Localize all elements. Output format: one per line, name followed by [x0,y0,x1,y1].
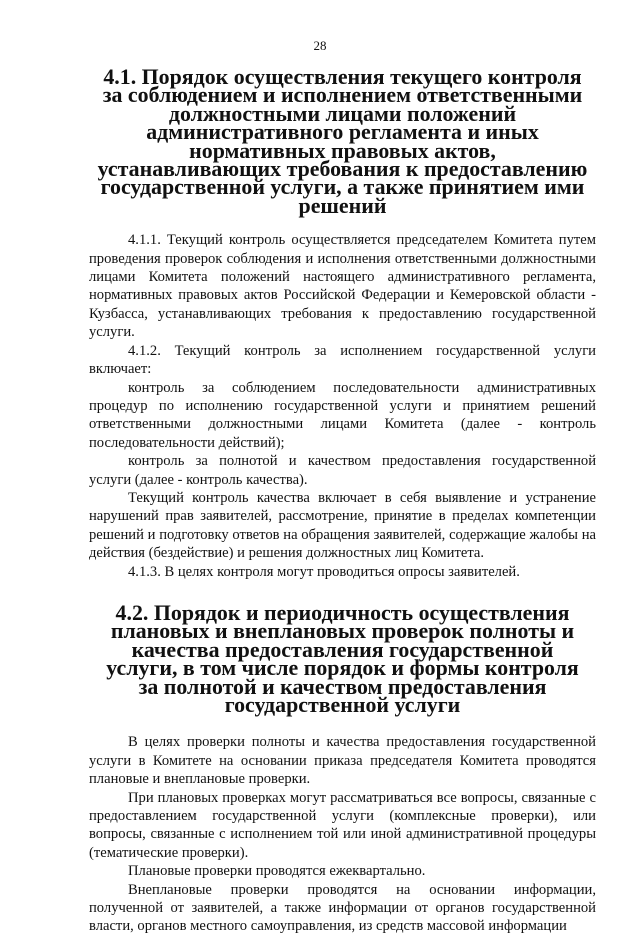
paragraph: Внеплановые проверки проводятся на основании информации, полученной от заявителей, а также информации от органов государственной власти, органов местного самоуправления, из средств массовой информации [89,881,596,935]
paragraph: 4.1.2. Текущий контроль за исполнением государственной услуги включает: [89,342,596,378]
paragraph: Плановые проверки проводятся ежеквартально. [128,863,426,880]
paragraph: Текущий контроль качества включает в себя выявление и устранение нарушений прав заявителей, рассмотрение, принятие в пределах компетенции решений и подготовку ответов на обращения заявителей, содержащие жалобы на действия (бездействие) и решения должностных лиц Комитета. [89,489,596,562]
paragraph: В целях проверки полноты и качества предоставления государственной услуги в Комитете на основании приказа председателя Комитета проводятся плановые и внеплановые проверки. [89,734,596,788]
paragraph: 4.1.1. Текущий контроль осуществляется председателем Комитета путем проведения проверок соблюдения и исполнения ответственными должностными лицами Комитета положений настоящего административного регламента, нормативных правовых актов Российской Федерации и Кемеровской области - Кузбасса, устанавливающих требования к предоставлению государственной услуги. [89,232,596,341]
section-4-2-heading: 4.2. Порядок и периодичность осуществления плановых и внеплановых проверок полноты и качества предоставления государственной услуги, в том числе порядок и формы контроля за полнотой и качеством предоставления государственной услуги [106,599,579,717]
paragraph: При плановых проверках могут рассматриваться все вопросы, связанные с предоставлением государственной услуги (комплексные проверки), или вопросы, связанные с исполнением той или иной административной процедуры (тематические проверки). [89,789,596,861]
section-4-2-body [89,733,596,935]
document-body [89,64,596,936]
section-4-1-heading: 4.1. Порядок осуществления текущего контроля за соблюдением и исполнением ответственными должностными лицами положений административного регламента и иных нормативных правовых актов, устанавливающих требования к предоставлению государственной услуги, а также принятием ими решений [97,64,588,218]
paragraph: контроль за полнотой и качеством предоставления государственной услуги (далее - контроль качества). [89,453,596,488]
paragraph: контроль за соблюдением последовательности административных процедур по исполнению государственной услуги и принятием решений ответственными должностными лицами Комитета (далее - контроль последовательности действий); [89,379,596,451]
page-number: 28 [313,38,327,53]
section-4-1-body [89,231,596,581]
paragraph: 4.1.3. В целях контроля могут проводиться опросы заявителей. [128,563,520,580]
